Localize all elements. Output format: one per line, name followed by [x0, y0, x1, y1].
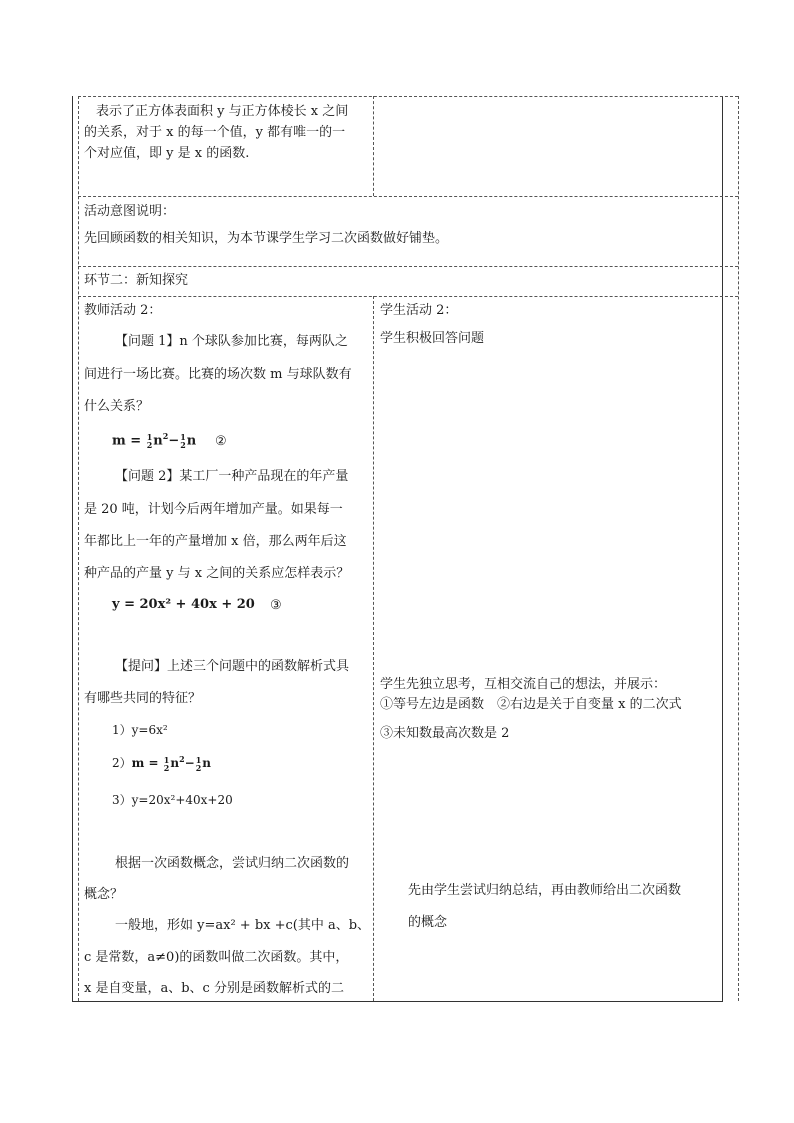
row-divider-3 [78, 266, 738, 267]
q2-line-4: 种产品的产量 y 与 x 之间的关系应怎样表示？ [84, 566, 350, 581]
intent-body: 先回顾函数的相关知识，为本节课学生学习二次函数做好铺垫。 [84, 231, 449, 246]
intent-title: 活动意图说明： [84, 204, 176, 219]
table-bottom-border [72, 1001, 723, 1002]
q1-line-2: 间进行一场比赛。比赛的场次数 m 与球队数有 [84, 367, 352, 382]
teacher-heading: 教师活动 2： [84, 303, 162, 318]
student-think: 学生先独立思考，互相交流自己的想法，并展示： [380, 677, 667, 692]
table-right-border [722, 96, 723, 1001]
q2-line-1: 【问题 2】某工厂一种产品现在的年产量 [115, 469, 349, 484]
feature-item-2: 2）m = 1 2 $n^2-$ 1 2 n [112, 754, 212, 773]
q1-line-1: 【问题 1】n 个球队参加比赛，每两队之 [115, 334, 348, 349]
table-left-border [72, 96, 73, 1001]
student-heading: 学生活动 2： [380, 303, 458, 318]
column-divider-bottom [373, 296, 374, 1001]
q4-line-1: 根据一次函数概念，尝试归纳二次函数的 [115, 856, 350, 871]
q1-line-3: 什么关系？ [84, 399, 150, 414]
student-answer-1: 学生积极回答问题 [380, 331, 485, 346]
definition-line-1: 一般地，形如 y=ax² + bx +c(其中 a、b、 [115, 918, 371, 933]
section2-title: 环节二：新知探究 [84, 273, 189, 288]
formula-2: y = 20x² + 40x + 20 [112, 597, 255, 612]
q3-line-2: 有哪些共同的特征？ [84, 691, 202, 706]
q4-line-2: 概念？ [84, 887, 124, 902]
prev-text-line-2: 的关系，对于 x 的每一个值，y 都有唯一的一 [84, 125, 346, 140]
row-divider-1 [78, 96, 738, 97]
definition-line-2: c 是常数，a≠0)的函数叫做二次函数。其中， [84, 950, 349, 965]
feature-item-3: 3）y=20x²+40x+20 [112, 793, 233, 807]
prev-text-line-3: 个对应值，即 y 是 x 的函数. [84, 146, 250, 161]
column-divider-top [373, 96, 374, 196]
student-point-3: ③未知数最高次数是 2 [380, 726, 510, 741]
q2-line-3: 年都比上一年的产量增加 x 倍，那么两年后这 [84, 534, 347, 549]
student-points-1-2: ①等号左边是函数 ②右边是关于自变量 x 的二次式 [380, 697, 682, 712]
formula-1-label: ② [215, 434, 227, 449]
outer-right-dash [738, 96, 739, 1001]
feature-item-1: 1）y=6x² [112, 723, 168, 737]
formula-2-label: ③ [270, 598, 282, 613]
q2-line-2: 是 20 吨，计划今后两年增加产量。如果每一 [84, 502, 343, 517]
row-divider-2 [78, 196, 738, 197]
definition-line-3: x 是自变量，a、b、c 分别是函数解析式的二 [84, 981, 344, 996]
formula-1: m = 1 2 $n^2-$ 1 2 n [112, 431, 197, 450]
q3-line-1: 【提问】上述三个问题中的函数解析式具 [115, 659, 350, 674]
inner-left-dash [78, 96, 79, 1001]
student-summary-line-1: 先由学生尝试归纳总结，再由教师给出二次函数 [408, 883, 682, 898]
prev-text-line-1: 表示了正方体表面积 y 与正方体棱长 x 之间 [96, 104, 349, 119]
row-divider-4 [78, 296, 738, 297]
student-summary-line-2: 的概念 [408, 915, 448, 930]
